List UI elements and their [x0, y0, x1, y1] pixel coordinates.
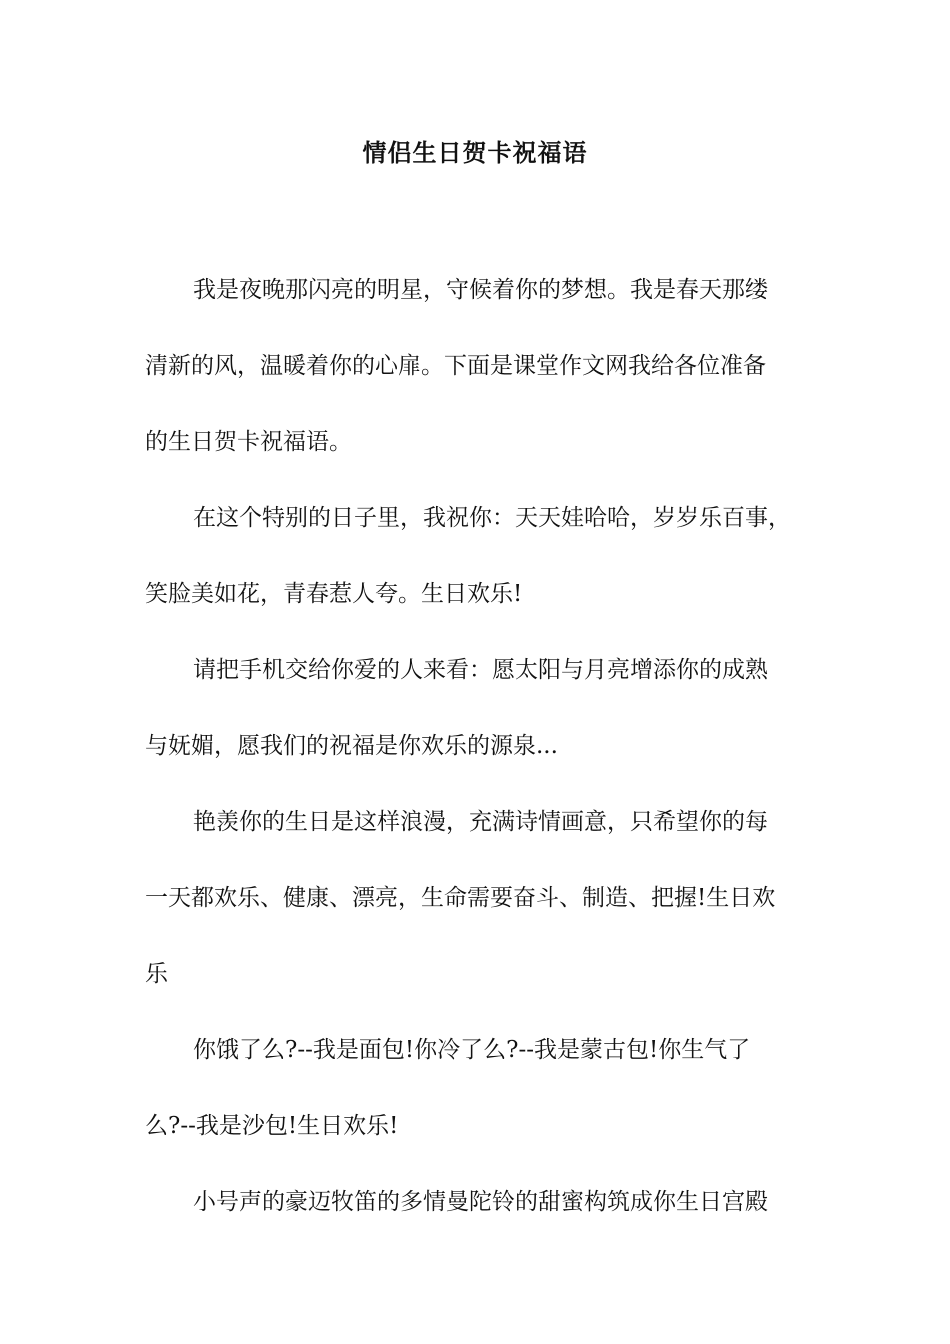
paragraph-line: 与妩媚，愿我们的祝福是你欢乐的源泉...	[145, 733, 558, 759]
paragraph-line: 你饿了么?--我是面包!你冷了么?--我是蒙古包!你生气了	[193, 1037, 751, 1063]
paragraph-line: 清新的风，温暖着你的心扉。下面是课堂作文网我给各位准备	[145, 353, 766, 379]
paragraph-line: 笑脸美如花，青春惹人夸。生日欢乐!	[145, 581, 523, 607]
paragraph-line: 在这个特别的日子里，我祝你：天天娃哈哈，岁岁乐百事，	[193, 505, 791, 531]
paragraph-line: 小号声的豪迈牧笛的多情曼陀铃的甜蜜构筑成你生日宫殿	[193, 1189, 768, 1215]
paragraph-line: 么?--我是沙包!生日欢乐!	[145, 1113, 399, 1139]
paragraph-line: 的生日贺卡祝福语。	[145, 429, 352, 455]
paragraph-2	[145, 480, 810, 632]
paragraph-6	[145, 1164, 810, 1240]
paragraph-4	[145, 784, 810, 1012]
document-body	[145, 252, 810, 1240]
paragraph-line: 乐	[145, 961, 168, 987]
paragraph-line: 艳羡你的生日是这样浪漫，充满诗情画意，只希望你的每	[193, 809, 768, 835]
paragraph-1	[145, 252, 810, 480]
paragraph-5	[145, 1012, 810, 1164]
document-title: 情侣生日贺卡祝福语	[362, 138, 588, 167]
paragraph-line: 一天都欢乐、健康、漂亮，生命需要奋斗、制造、把握!生日欢	[145, 885, 776, 911]
paragraph-3	[145, 632, 810, 784]
paragraph-line: 我是夜晚那闪亮的明星，守候着你的梦想。我是春天那缕	[193, 277, 768, 303]
paragraph-line: 请把手机交给你爱的人来看：愿太阳与月亮增添你的成熟	[193, 657, 768, 683]
